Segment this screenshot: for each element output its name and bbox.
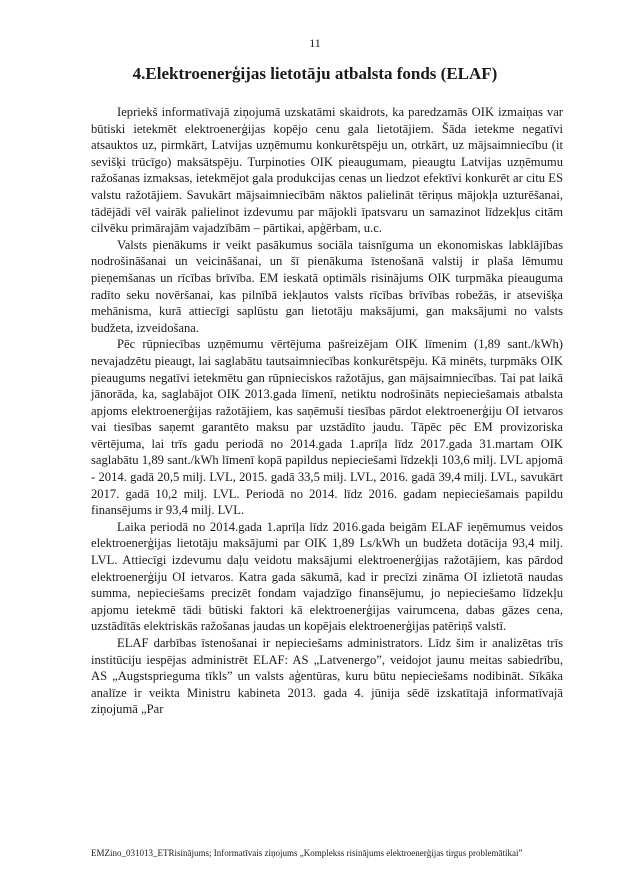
paragraph: Valsts pienākums ir veikt pasākumus sociāla taisnīguma un ekonomiskas labklājības nodrošināšanai un veicināšanai, un šī pienākuma īstenošanā valstij ir plaša lēmumu pieņemšanas un rīcības brīvība. EM ieskatā optimāls risinājums OIK turpmāka pieauguma radīto seku novēršanai, kas pilnībā iekļautos valsts rīcības brīvības robežās, ir atsevišķa mehānisma, kurā attiecīgi saplūstu gan lietotāju maksājumi, gan maksājumi no valsts budžeta, izveidošana. — [91, 237, 563, 335]
paragraph: Iepriekš informatīvajā ziņojumā uzskatāmi skaidrots, ka paredzamās OIK izmaiņas var būtiski ietekmēt elektroenerģijas kopējo cenu gala lietotājiem. Šāda ietekme negatīvi atsauktos uz, pirmkārt, Latvijas uzņēmumu konkurētspēju un, otrkārt, uz mājsaimniecību (it sevišķi trūcīgo) maksātspēju. Turpinoties OIK pieaugumam, pieaugtu Latvijas uzņēmumu ražošanas izmaksas, ietekmējot gala produkcijas cenas un liedzot efektīvi konkurēt ar citu ES valstu ražotājiem. Savukārt mājsaimniecībām nāktos palielināt tēriņus mājokļa uzturēšanai, tādējādi vēl vairāk palielinot izdevumu par mājokli īpatsvaru un samazinot līdzekļus citām cilvēku primārajām vajadzībām – pārtikai, apģērbam, u.c. — [91, 105, 563, 236]
body-text — [91, 104, 563, 718]
paragraph: Pēc rūpniecības uzņēmumu vērtējuma pašreizējam OIK līmenim (1,89 sant./kWh) nevajadzētu pieaugt, lai saglabātu tautsaimniecības konkurētspēju. Kā minēts, turpmāks OIK pieaugums negatīvi ietekmētu gan rūpnieciskos ražotājus, gan mājsaimniecības. Tai pat laikā jānorāda, ka, saglabājot OIK 2013.gada līmenī, netiktu nodrošināts nepieciešamais atbalsta apjoms elektroenerģijas ražotājiem, kas saņēmuši tiesības pārdot elektroenerģiju OI ietvaros vai tiesības saņemt garantēto maksu par uzstādīto jaudu. Tāpēc pēc EM provizoriska vērtējuma, lai trīs gadu periodā no 2014.gada 1.aprīļa līdz 2017.gada 31.martam OIK saglabātu 1,89 sant./kWh līmenī kopā papildus nepieciešami līdzekļi 103,6 milj. LVL apjomā - 2014. gadā 20,5 milj. LVL, 2015. gadā 33,5 milj. LVL, 2016. gadā 39,4 milj. LVL, savukārt 2017. gadā 10,2 milj. LVL. Periodā no 2014. līdz 2016. gadam nepieciešamais papildu finansējums ir 93,4 milj. LVL. — [91, 337, 563, 518]
paragraph: Laika periodā no 2014.gada 1.aprīļa līdz 2016.gada beigām ELAF ieņēmumus veidos elektroenerģijas lietotāju maksājumi par OIK 1,89 Ls/kWh un budžeta dotācija 93,4 milj. LVL. Attiecīgi izdevumu daļu veidotu maksājumi elektroenerģijas ražotājiem, kas pārdod elektroenerģiju OI ietvaros. Katra gada sākumā, kad ir precīzi zināma OI izlietotā naudas summa, nepieciešams precizēt fondam vajadzīgo finansējumu, jo nepieciešamo līdzekļu apjomu ietekmē tādi būtiski faktori kā elektroenerģijas vairumcena, dabas gāzes cena, uzstādītās elektriskās ražošanas jaudas un kopējais elektroenerģijas patēriņš valstī. — [91, 519, 563, 634]
page-footer: EMZino_031013_ETRisinājums; Informatīvais ziņojums „Komplekss risinājums elektroenerģijas tirgus problemātikai” — [91, 848, 523, 858]
page-number: 11 — [309, 36, 321, 50]
paragraph: ELAF darbības īstenošanai ir nepieciešams administrators. Līdz šim ir analizētas trīs institūciju iespējas administrēt ELAF: AS „Latvenergo”, veidojot jaunu meitas sabiedrību, AS „Augstsprieguma tīkls” un valsts aģentūras, kuru būtu nepieciešams nodibināt. Sīkāka analīze ir veikta Ministru kabineta 2013. gada 4. jūnija sēdē izskatītajā informatīvajā ziņojumā „Par — [91, 636, 563, 717]
section-heading: 4.Elektroenerģijas lietotāju atbalsta fonds (ELAF) — [132, 64, 498, 83]
